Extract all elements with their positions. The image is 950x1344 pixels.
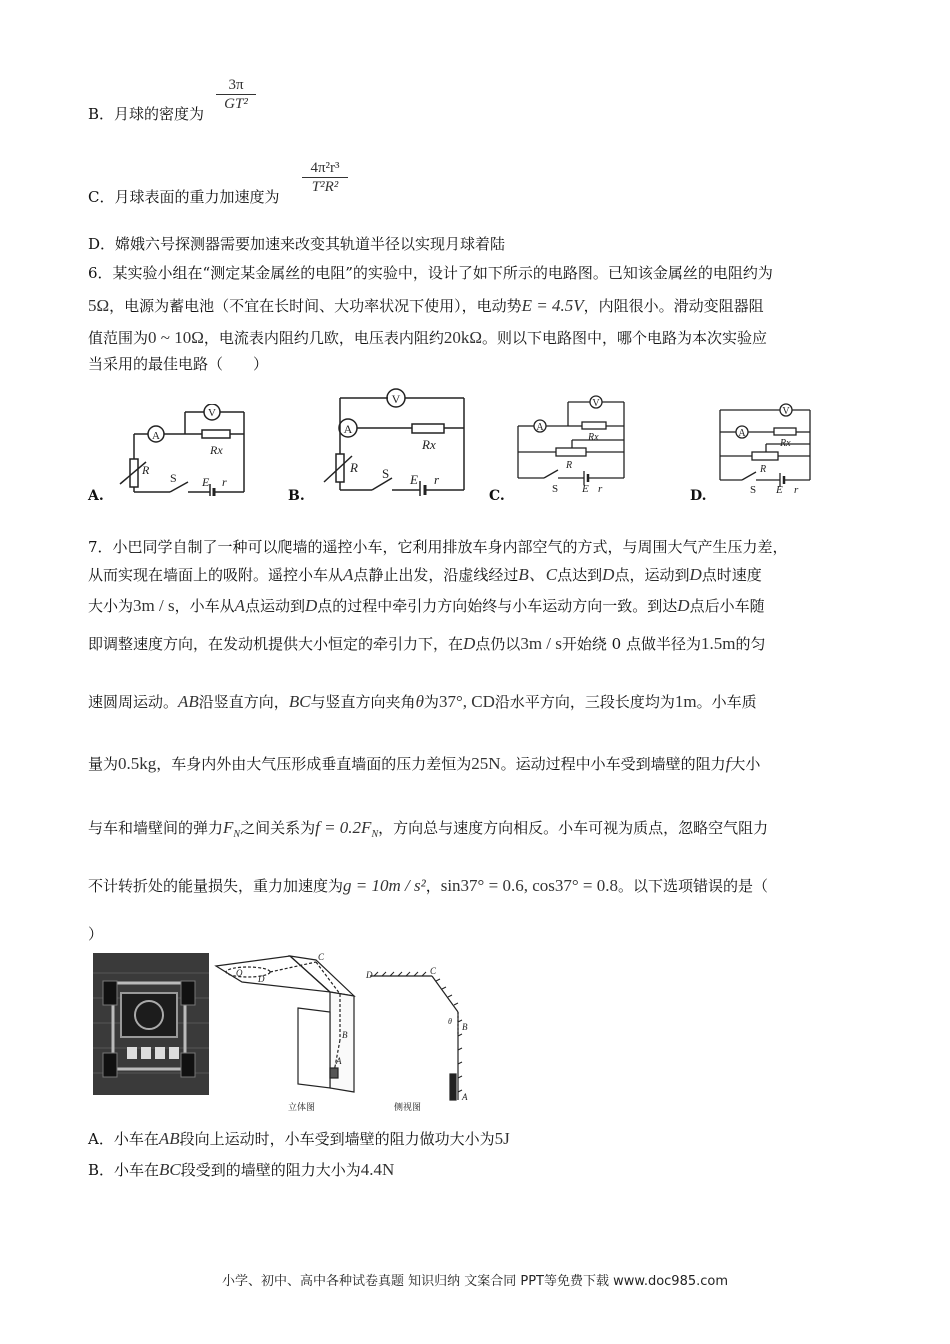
circuit-d-s: S — [750, 484, 757, 494]
circuit-c-internal-r: r — [598, 483, 603, 494]
circuit-option-b-label: B. — [288, 488, 305, 504]
q6-line-1: 6．某实验小组在“测定某金属丝的电阻”的实验中，设计了如下所示的电路图。已知该金属丝的电阻约为 — [88, 264, 773, 282]
wall-car-photo — [93, 953, 209, 1095]
circuit-b-rx: Rx — [422, 437, 436, 452]
q5-b-fraction: 3π GT² — [216, 76, 256, 113]
circuit-a-ammeter: A — [152, 430, 160, 442]
side-label-b: B — [462, 1022, 468, 1032]
q7-line-1: 7．小巴同学自制了一种可以爬墙的遥控小车，它利用排放车身内部空气的方式，与周围大气产生压力差， — [88, 538, 788, 556]
q7-option-a: A．小车在AB段向上运动时，小车受到墙壁的阻力做功大小为5J — [88, 1129, 510, 1148]
side-label-d: D — [366, 970, 373, 980]
car-photo-illustration — [93, 953, 209, 1095]
stereo-label-o: O — [236, 968, 243, 978]
stereo-label-b: B — [342, 1030, 348, 1040]
q7-line-2: 从而实现在墙面上的吸附。遥控小车从A点静止出发，沿虚线经过B、C点达到D点，运动到D点时速度 — [88, 565, 762, 584]
circuit-c-r: R — [566, 460, 573, 471]
circuit-c-ammeter: A — [536, 422, 544, 433]
q7-line-3: 大小为3m / s，小车从A点运动到D点的过程中牵引力方向始终与小车运动方向一致。到达D点后小车随 — [88, 596, 765, 615]
q7-line-5: 速圆周运动。AB沿竖直方向，BC与竖直方向夹角θ为37°, CD沿水平方向，三段长度均为1m。小车质 — [88, 692, 757, 711]
circuit-b-s: S — [382, 466, 390, 481]
q7-option-b: B．小车在BC段受到的墙壁的阻力大小为4.4N — [88, 1160, 395, 1179]
q5-option-b: B．月球的密度为 — [88, 105, 205, 123]
circuit-b-r: R — [350, 460, 358, 475]
circuit-d-voltmeter: V — [782, 406, 790, 417]
q5-option-d: D．嫦娥六号探测器需要加速来改变其轨道半径以实现月球着陆 — [88, 235, 506, 253]
circuit-d-e: E — [776, 484, 783, 494]
circuit-b-voltmeter: V — [391, 392, 401, 406]
circuit-a-r: R — [142, 463, 150, 477]
circuit-d-r: R — [760, 464, 767, 475]
circuit-b-ammeter: A — [343, 422, 353, 436]
circuit-a-voltmeter: V — [208, 407, 216, 419]
stereo-label-c: C — [318, 952, 325, 962]
stereo-label-d: D — [258, 974, 265, 984]
q5-option-c: C．月球表面的重力加速度为 — [88, 188, 280, 206]
q5-c-fraction: 4π²r³ T²R² — [302, 159, 348, 196]
circuit-a-rx: Rx — [210, 443, 223, 457]
side-view-diagram — [364, 966, 484, 1116]
side-label-a: A — [462, 1092, 468, 1102]
circuit-d-rx: Rx — [780, 438, 791, 449]
circuit-c-voltmeter: V — [592, 398, 600, 409]
q7-line-8: 不计转折处的能量损失，重力加速度为g = 10m / s²，sin37° = 0.6, cos37° = 0.8。以下选项错误的是（ — [88, 876, 769, 895]
q7-line-9: ） — [88, 925, 104, 943]
page-footer: 小学、初中、高中各种试卷真题 知识归纳 文案合同 PPT等免费下载 www.doc985.com — [221, 1274, 729, 1289]
circuit-option-d-label: D. — [690, 488, 707, 504]
q6-line-3: 值范围为0 ~ 10Ω，电流表内阻约几欧，电压表内阻约20kΩ。则以下电路图中，哪个电路为本次实验应 — [88, 328, 768, 347]
q7-line-6: 量为0.5kg，车身内外由大气压形成垂直墙面的压力差恒为25N。运动过程中小车受到墙壁的阻力f大小 — [88, 754, 761, 773]
circuit-c-s: S — [552, 483, 559, 494]
circuit-d-ammeter: A — [738, 428, 746, 439]
stereo-label-a: A — [336, 1056, 342, 1066]
q6-line-4: 当采用的最佳电路（ ） — [88, 355, 269, 373]
circuit-d-internal-r: r — [794, 484, 799, 494]
q7-line-7: 与车和墙壁间的弹力$F_N$之间关系为$f = 0.2F_N$，方向总与速度方向相反。小车可视为质点，忽略空气阻力 — [88, 818, 769, 840]
circuit-c-rx: Rx — [588, 432, 599, 443]
side-label-c: C — [430, 966, 437, 976]
circuit-option-c-label: C. — [489, 488, 505, 504]
circuit-a-diagram — [110, 404, 260, 496]
q6-line-2: 5Ω，电源为蓄电池（不宜在长时间、大功率状况下使用），电动势E = 4.5V，内阻很小。滑动变阻器阻 — [88, 296, 764, 315]
circuit-c-e: E — [582, 483, 589, 494]
circuit-a-s: S — [170, 471, 177, 485]
circuit-a-internal-r: r — [222, 475, 227, 489]
circuit-b-diagram — [312, 386, 472, 496]
circuit-d-diagram — [712, 396, 822, 494]
stereo-view-diagram — [212, 952, 360, 1116]
circuit-b-internal-r: r — [434, 472, 440, 487]
stereo-caption: 立体图 — [288, 1102, 316, 1112]
side-label-theta: θ — [448, 1017, 452, 1026]
q7-line-4: 即调整速度方向，在发动机提供大小恒定的牵引力下，在D点仍以3m / s开始绕 0 点做半径为1.5m的匀 — [88, 634, 766, 653]
circuit-c-diagram — [508, 394, 638, 494]
circuit-b-e: E — [410, 472, 418, 487]
circuit-option-a-label: A. — [88, 488, 104, 504]
side-caption: 侧视图 — [394, 1102, 422, 1112]
circuit-a-e: E — [202, 475, 210, 489]
